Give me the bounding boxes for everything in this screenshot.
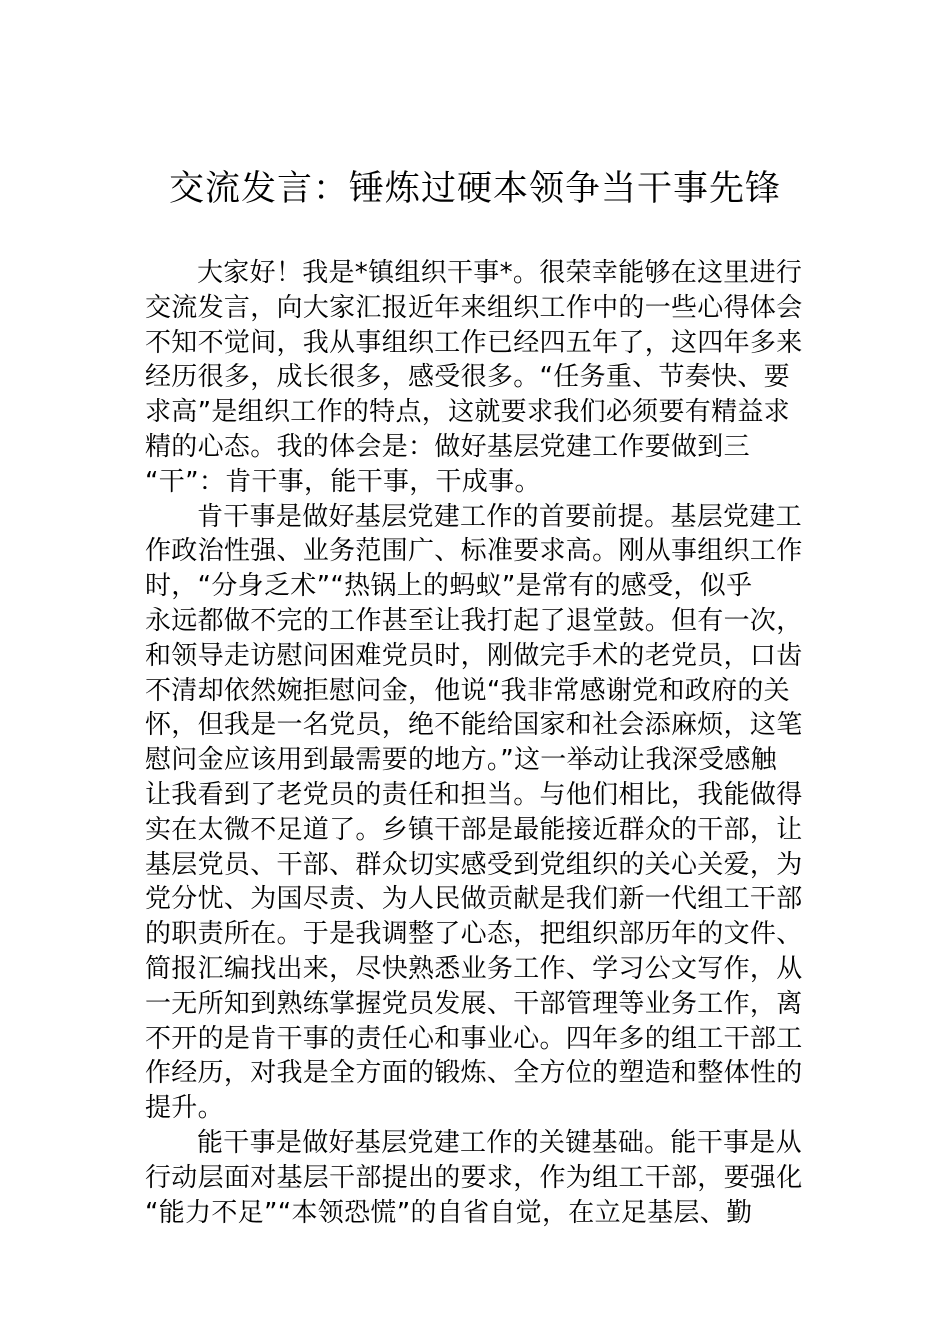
paragraph-line: 作政治性强、业务范围广、标准要求高。刚从事组织工作 (145, 536, 803, 567)
paragraph-line: 实在太微不足道了。乡镇干部是最能接近群众的干部，让 (145, 814, 803, 845)
paragraph-line: 时，“分身乏术”“热锅上的蚂蚁”是常有的感受，似乎 (145, 571, 753, 602)
paragraph-line: 慰问金应该用到最需要的地方。”这一举动让我深受感触 (145, 745, 777, 776)
paragraph-line: 作经历，对我是全方面的锻炼、全方位的塑造和整体性的 (145, 1058, 803, 1089)
paragraph-line: 永远都做不完的工作甚至让我打起了退堂鼓。但有一次， (145, 605, 803, 636)
paragraph-line: “干”：肯干事，能干事，干成事。 (145, 466, 541, 497)
paragraph-line: 让我看到了老党员的责任和担当。与他们相比，我能做得 (145, 779, 803, 810)
document-body (145, 256, 810, 1230)
paragraph-line: “能力不足”“本领恐慌”的自省自觉，在立足基层、勤 (145, 1197, 753, 1228)
paragraph-line: 交流发言，向大家汇报近年来组织工作中的一些心得体会 (145, 292, 803, 323)
paragraph-line: 不开的是肯干事的责任心和事业心。四年多的组工干部工 (145, 1023, 803, 1054)
paragraph-line: 行动层面对基层干部提出的要求，作为组工干部，要强化 (145, 1162, 803, 1193)
paragraph-line: 精的心态。我的体会是：做好基层党建工作要做到三 (145, 431, 750, 462)
paragraph-line: 肯干事是做好基层党建工作的首要前提。基层党建工 (197, 501, 802, 532)
paragraph-line: 的职责所在。于是我调整了心态，把组织部历年的文件、 (145, 919, 803, 950)
paragraph-line: 能干事是做好基层党建工作的关键基础。能干事是从 (197, 1127, 802, 1158)
paragraph-line: 党分忧、为国尽责、为人民做贡献是我们新一代组工干部 (145, 884, 803, 915)
paragraph-line: 怀，但我是一名党员，绝不能给国家和社会添麻烦，这笔 (145, 710, 803, 741)
paragraph-line: 不清却依然婉拒慰问金，他说“我非常感谢党和政府的关 (145, 675, 790, 706)
paragraph-line: 和领导走访慰问困难党员时，刚做完手术的老党员，口齿 (145, 640, 803, 671)
paragraph-line: 大家好！我是*镇组织干事*。很荣幸能够在这里进行 (197, 258, 803, 288)
document-title: 交流发言：锤炼过硬本领争当干事先锋 (168, 169, 781, 209)
paragraph-line: 简报汇编找出来，尽快熟悉业务工作、学习公文写作，从 (145, 953, 803, 984)
paragraph-line: 基层党员、干部、群众切实感受到党组织的关心关爱，为 (145, 849, 803, 880)
paragraph-line: 求高”是组织工作的特点，这就要求我们必须要有精益求 (145, 397, 790, 428)
paragraph-line: 经历很多，成长很多，感受很多。“任务重、节奏快、要 (145, 362, 790, 393)
paragraph-line: 不知不觉间，我从事组织工作已经四五年了，这四年多来 (145, 327, 803, 358)
paragraph-line: 提升。 (145, 1093, 224, 1124)
paragraph-line: 一无所知到熟练掌握党员发展、干部管理等业务工作，离 (145, 988, 803, 1019)
